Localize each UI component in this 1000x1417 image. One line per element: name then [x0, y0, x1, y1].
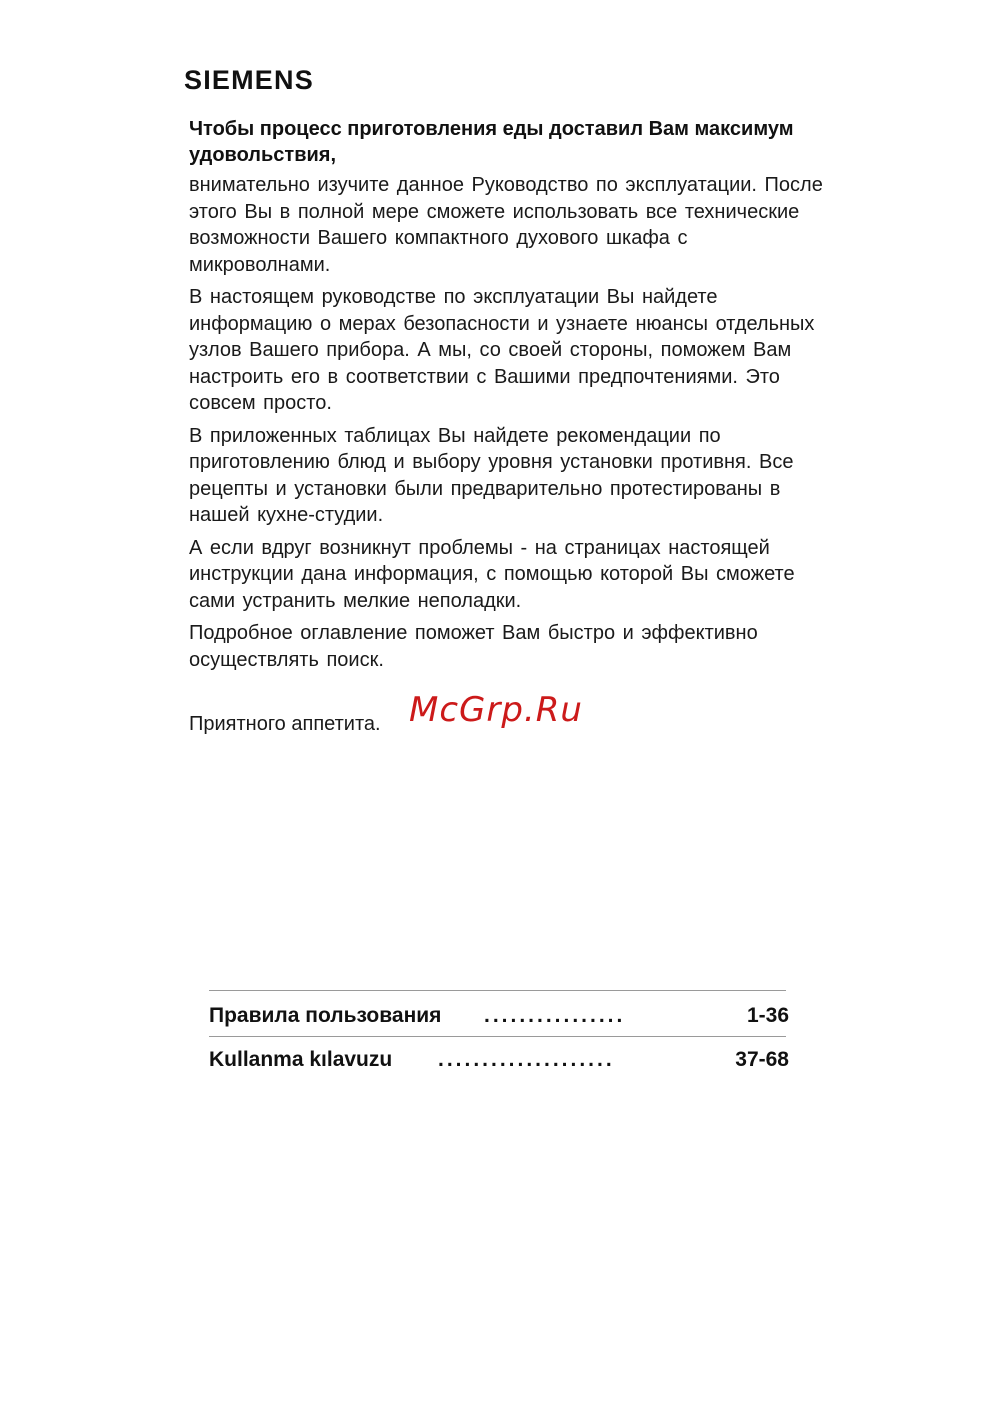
siemens-logo: SIEMENS [184, 65, 314, 95]
toc-entry-title: Kullanma kılavuzu [209, 1048, 393, 1071]
toc-entry[interactable] [209, 1001, 789, 1031]
toc-divider [209, 1036, 786, 1037]
intro-paragraph-4: А если вдруг возникнут проблемы - на страницах настоящей инструкции дана информация, с помощью которой Вы сможете сами устранить мелкие неполадки. [189, 536, 795, 612]
toc-entry-pages: 37-68 [735, 1048, 789, 1071]
intro-paragraph-3: В приложенных таблицах Вы найдете рекомендации по приготовлению блюд и выбору уровня установки противня. Все рецепты и установки были предварительно протестированы в нашей кухне-студии. [189, 424, 794, 526]
closing-text: Приятного аппетита. [189, 713, 381, 735]
toc-entry-title: Правила пользования [209, 1004, 442, 1027]
toc-entry-pages: 1-36 [746, 1004, 789, 1027]
closing-row [189, 690, 689, 740]
intro-paragraph-1: внимательно изучите данное Руководство по эксплуатации. После этого Вы в полной мере сможете использовать все технические возможности Вашего компактного духового шкафа с микроволнами. [189, 174, 823, 276]
intro-paragraph-2: В настоящем руководстве по эксплуатации Вы найдете информацию о мерах безопасности и узнаете нюансы отдельных узлов Вашего прибора. А мы, со своей стороны, поможем Вам настроить его в соответствии с Вашими предпочтениями. Это совсем просто. [189, 286, 815, 414]
toc-top-rule [209, 990, 786, 991]
intro-section [189, 116, 829, 679]
toc-entry[interactable] [209, 1045, 789, 1075]
watermark-text: McGrp.Ru [409, 690, 583, 730]
intro-heading: Чтобы процесс приготовления еды доставил Вам максимум удовольствия, [189, 118, 794, 166]
toc-entry-leader: ................ [484, 1004, 626, 1027]
toc-entry-leader: .................... [438, 1048, 615, 1071]
intro-paragraph-5: Подробное оглавление поможет Вам быстро и эффективно осуществлять поиск. [189, 622, 758, 671]
